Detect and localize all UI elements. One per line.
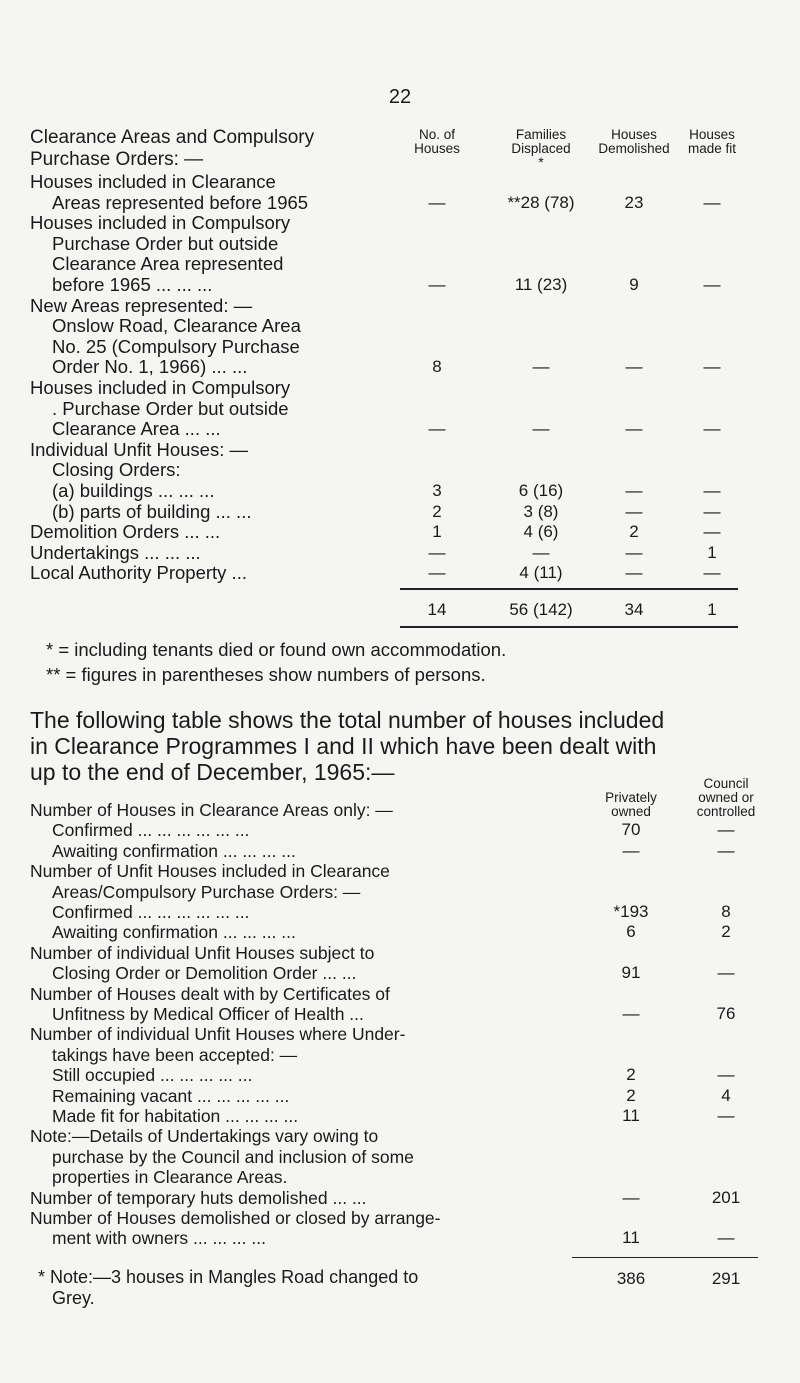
column-header — [584, 128, 684, 156]
table-cell: 70 — [621, 820, 641, 840]
table-cell: 4 (11) — [519, 563, 563, 583]
table-cell: — — [625, 501, 643, 521]
row-label: Made fit for habitation ... ... ... ... — [52, 1106, 299, 1126]
table-cell: — — [428, 563, 446, 583]
row-label: Closing Orders: — [52, 459, 181, 481]
note-line: * = including tenants died or found own accommodation. — [46, 639, 507, 660]
table-cell: — — [625, 481, 643, 500]
table-cell: 8 — [721, 902, 731, 921]
row-label: . Purchase Order but outside — [52, 397, 289, 419]
row-label: Awaiting confirmation ... ... ... ... — [52, 840, 296, 861]
row-label: ment with owners ... ... ... ... — [52, 1228, 266, 1249]
total-cell: 14 — [427, 600, 447, 619]
row-label: Houses included in Clearance — [30, 171, 276, 192]
table-cell: — — [532, 419, 550, 439]
column-header — [586, 791, 676, 819]
column-header-line: Council — [703, 776, 749, 791]
column-header — [486, 128, 596, 170]
table-cell: 201 — [711, 1187, 741, 1207]
row-label: Number of Unfit Houses included in Clearance — [30, 861, 390, 882]
table-cell: — — [625, 419, 643, 439]
table-cell: — — [703, 357, 721, 377]
table-title: Clearance Areas and Compulsory — [30, 127, 315, 148]
column-header-line: * — [538, 155, 544, 170]
table-cell: 3 (8) — [523, 501, 559, 521]
table-cell: — — [703, 522, 721, 542]
row-label: Clearance Area ... ... — [52, 418, 221, 440]
row-label: Note:—Details of Undertakings vary owing to — [30, 1126, 379, 1147]
table-title: Purchase Orders: — — [30, 149, 204, 170]
table-rule — [572, 1257, 758, 1259]
row-label: purchase by the Council and inclusion of some — [52, 1146, 414, 1167]
note-line: ** = figures in parentheses show numbers of persons. — [46, 664, 486, 685]
row-label: Number of individual Unfit Houses where Under- — [30, 1024, 406, 1045]
row-label: Undertakings ... ... ... — [30, 541, 201, 563]
table-cell: — — [703, 481, 721, 500]
table-cell: 4 — [721, 1085, 731, 1105]
column-header-line: Families — [515, 127, 567, 142]
row-label: Areas represented before 1965 — [52, 191, 309, 213]
column-header-line: owned — [611, 804, 651, 819]
column-header-line: Houses — [414, 141, 460, 156]
total-cell: 34 — [624, 600, 644, 619]
table-cell: — — [703, 501, 721, 521]
table-cell: — — [717, 1065, 735, 1085]
table-cell: — — [717, 1228, 735, 1248]
table-cell: — — [625, 357, 643, 377]
row-label: Local Authority Property ... — [30, 562, 247, 584]
table-cell: 2 — [629, 522, 639, 542]
table-cell: 11 — [622, 1228, 640, 1248]
row-label: Unfitness by Medical Officer of Health ... — [52, 1004, 364, 1024]
row-label: No. 25 (Compulsory Purchase — [52, 335, 300, 357]
column-header-line: Privately — [605, 790, 657, 805]
table-cell: 11 — [622, 1106, 640, 1125]
table-cell: — — [703, 275, 721, 294]
table-cell: — — [717, 1106, 735, 1125]
total-cell: 291 — [711, 1268, 741, 1288]
row-label: Order No. 1, 1966) ... ... — [52, 356, 248, 378]
table-rule — [400, 588, 738, 590]
column-header-line: controlled — [696, 804, 756, 819]
row-label: Demolition Orders ... ... — [30, 521, 221, 543]
table-cell: 23 — [624, 192, 644, 212]
row-label: (b) parts of building ... ... — [52, 500, 252, 522]
row-label: before 1965 ... ... ... — [52, 274, 213, 295]
table-cell: — — [622, 840, 640, 860]
table-cell: 1 — [432, 522, 442, 542]
table-cell: — — [622, 1187, 640, 1207]
table-cell: — — [703, 192, 721, 212]
table-cell: — — [428, 192, 446, 212]
row-label: Houses included in Compulsory — [30, 377, 291, 398]
table-cell: 2 — [432, 501, 442, 521]
column-header — [672, 128, 752, 156]
column-header — [671, 777, 781, 819]
table-cell: — — [703, 419, 721, 439]
table-cell: 2 — [626, 1065, 636, 1085]
row-label: Confirmed ... ... ... ... ... ... — [52, 820, 250, 841]
row-label: Number of Houses dealt with by Certificates of — [30, 983, 390, 1004]
table-rule — [400, 626, 738, 628]
row-label: Onslow Road, Clearance Area — [52, 315, 301, 337]
table-cell: 4 (6) — [523, 522, 559, 542]
table-cell: — — [532, 357, 550, 377]
table-cell: — — [717, 820, 735, 840]
table-cell: 1 — [707, 542, 717, 562]
table-cell: — — [717, 963, 735, 983]
row-label: Still occupied ... ... ... ... ... — [52, 1065, 253, 1086]
intro-line: up to the end of December, 1965:— — [30, 759, 395, 785]
row-label: (a) buildings ... ... ... — [52, 480, 215, 501]
table-cell: — — [703, 563, 721, 583]
row-label: properties in Clearance Areas. — [52, 1167, 288, 1188]
row-label: Closing Order or Demolition Order ... ... — [52, 963, 357, 984]
table-cell: 2 — [721, 922, 731, 942]
table-cell: — — [428, 542, 446, 562]
table-cell: 3 — [432, 481, 442, 500]
table-cell: — — [532, 542, 550, 562]
row-label: New Areas represented: — — [30, 294, 253, 316]
intro-line: The following table shows the total number of houses included — [30, 707, 665, 733]
table-cell: — — [428, 275, 446, 294]
total-cell: 1 — [707, 600, 717, 619]
page-number: 22 — [388, 86, 412, 108]
table-cell: 8 — [432, 357, 442, 377]
row-label: Awaiting confirmation ... ... ... ... — [52, 922, 296, 943]
table-cell: — — [625, 542, 643, 562]
row-label: Number of Houses in Clearance Areas only: — — [30, 800, 393, 820]
column-header-line: made fit — [687, 141, 737, 156]
row-label: Clearance Area represented — [52, 253, 284, 275]
row-label: Confirmed ... ... ... ... ... ... — [52, 902, 250, 922]
footnote-line: * Note:—3 houses in Mangles Road changed to — [38, 1267, 419, 1287]
table-cell: — — [428, 419, 446, 439]
row-label: Number of Houses demolished or closed by arrange- — [30, 1208, 441, 1228]
row-label: Individual Unfit Houses: — — [30, 438, 248, 460]
table-cell: 76 — [716, 1004, 736, 1023]
table-cell: — — [717, 840, 735, 860]
table-cell: — — [625, 563, 643, 583]
row-label: Purchase Order but outside — [52, 232, 279, 254]
column-header-line: No. of — [418, 127, 456, 142]
table-cell: **28 (78) — [507, 192, 575, 212]
row-label: takings have been accepted: — — [52, 1044, 298, 1065]
table-cell: 6 (16) — [518, 481, 564, 500]
column-header-line: Houses — [689, 127, 735, 142]
intro-line: in Clearance Programmes I and II which have been dealt with — [30, 733, 657, 759]
footnote-line: Grey. — [52, 1288, 95, 1308]
column-header — [392, 128, 482, 156]
row-label: Remaining vacant ... ... ... ... ... — [52, 1085, 290, 1106]
column-header-line: Demolished — [598, 141, 670, 156]
row-label: Areas/Compulsory Purchase Orders: — — [52, 881, 361, 902]
table-cell: 2 — [626, 1085, 636, 1105]
table-cell: *193 — [613, 902, 649, 921]
total-cell: 56 (142) — [509, 600, 573, 619]
table-cell: 6 — [626, 922, 636, 942]
table-cell: 9 — [629, 275, 639, 294]
row-label: Number of temporary huts demolished ... ... — [30, 1187, 367, 1208]
column-header-line: Houses — [611, 127, 657, 142]
table-cell: 91 — [621, 963, 641, 983]
column-header-line: owned or — [698, 790, 754, 805]
row-label: Houses included in Compulsory — [30, 212, 291, 234]
row-label: Number of individual Unfit Houses subject to — [30, 942, 375, 963]
table-cell: — — [622, 1004, 640, 1023]
table-cell: 11 (23) — [514, 275, 568, 294]
column-header-line: Displaced — [511, 141, 571, 156]
total-cell: 386 — [616, 1268, 646, 1288]
